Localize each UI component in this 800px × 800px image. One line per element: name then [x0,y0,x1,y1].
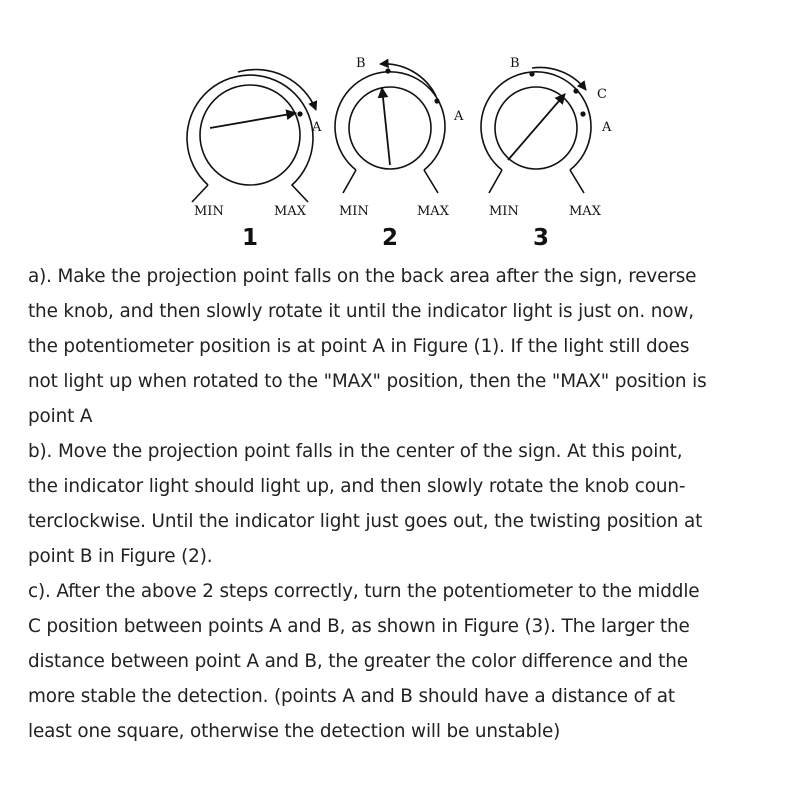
step-a-line: not light up when rotated to the "MAX" position, then the "MAX" position is [28,371,707,392]
step-a-line: point A [28,406,93,427]
min-label: MIN [489,204,519,219]
potentiometer-diagram [0,0,800,255]
step-c [28,574,780,749]
max-label: MAX [274,204,306,219]
outer-horseshoe [187,75,313,202]
step-c-line: more stable the detection. (points A and B should have a distance of at [28,686,675,707]
figure-1 [187,70,322,251]
figure-number: 2 [382,225,399,251]
figure-number: 3 [533,225,550,251]
step-c-line: c). After the above 2 steps correctly, turn the potentiometer to the middle [28,581,700,602]
point-a-label: A [602,120,612,135]
max-label: MAX [569,204,601,219]
point-b-dot [529,71,534,76]
knob-circle [200,85,300,185]
point-c-dot [573,88,578,93]
step-b [28,434,780,574]
point-a-dot [297,111,302,116]
knob-pointer [508,94,565,160]
step-a [28,259,780,434]
step-a-line: the potentiometer position is at point A in Figure (1). If the light still does [28,336,690,357]
step-c-line: least one square, otherwise the detection will be unstable) [28,721,561,742]
point-b-label: B [510,56,520,71]
point-a-dot [580,111,585,116]
figure-3 [481,56,612,251]
outer-horseshoe-right-leg [570,170,584,193]
point-a-dot [434,98,439,103]
point-b-label: B [356,56,366,71]
point-a-label: A [454,109,464,124]
knob-pointer [382,88,390,165]
step-b-line: b). Move the projection point falls in the center of the sign. At this point, [28,441,683,462]
outer-horseshoe-left-leg [489,170,502,193]
step-a-line: the knob, and then slowly rotate it until the indicator light is just on. now, [28,301,694,322]
point-a-label: A [312,120,322,135]
outer-horseshoe-right-leg [424,170,438,193]
step-b-line: terclockwise. Until the indicator light just goes out, the twisting position at [28,511,703,532]
step-b-line: point B in Figure (2). [28,546,213,567]
outer-horseshoe-left-leg [192,185,208,202]
max-label: MAX [417,204,449,219]
figure-2 [335,56,464,251]
min-label: MIN [194,204,224,219]
outer-horseshoe-left-leg [343,170,356,193]
step-b-line: the indicator light should light up, and then slowly rotate the knob coun- [28,476,686,497]
step-c-line: distance between point A and B, the greater the color difference and the [28,651,688,672]
figure-number: 1 [242,225,259,251]
point-b-dot [385,68,390,73]
instructions-text [28,259,780,749]
step-a-line: a). Make the projection point falls on the back area after the sign, reverse [28,266,697,287]
min-label: MIN [339,204,369,219]
step-c-line: C position between points A and B, as shown in Figure (3). The larger the [28,616,690,637]
knob-pointer [210,113,296,128]
point-c-label: C [597,87,607,102]
